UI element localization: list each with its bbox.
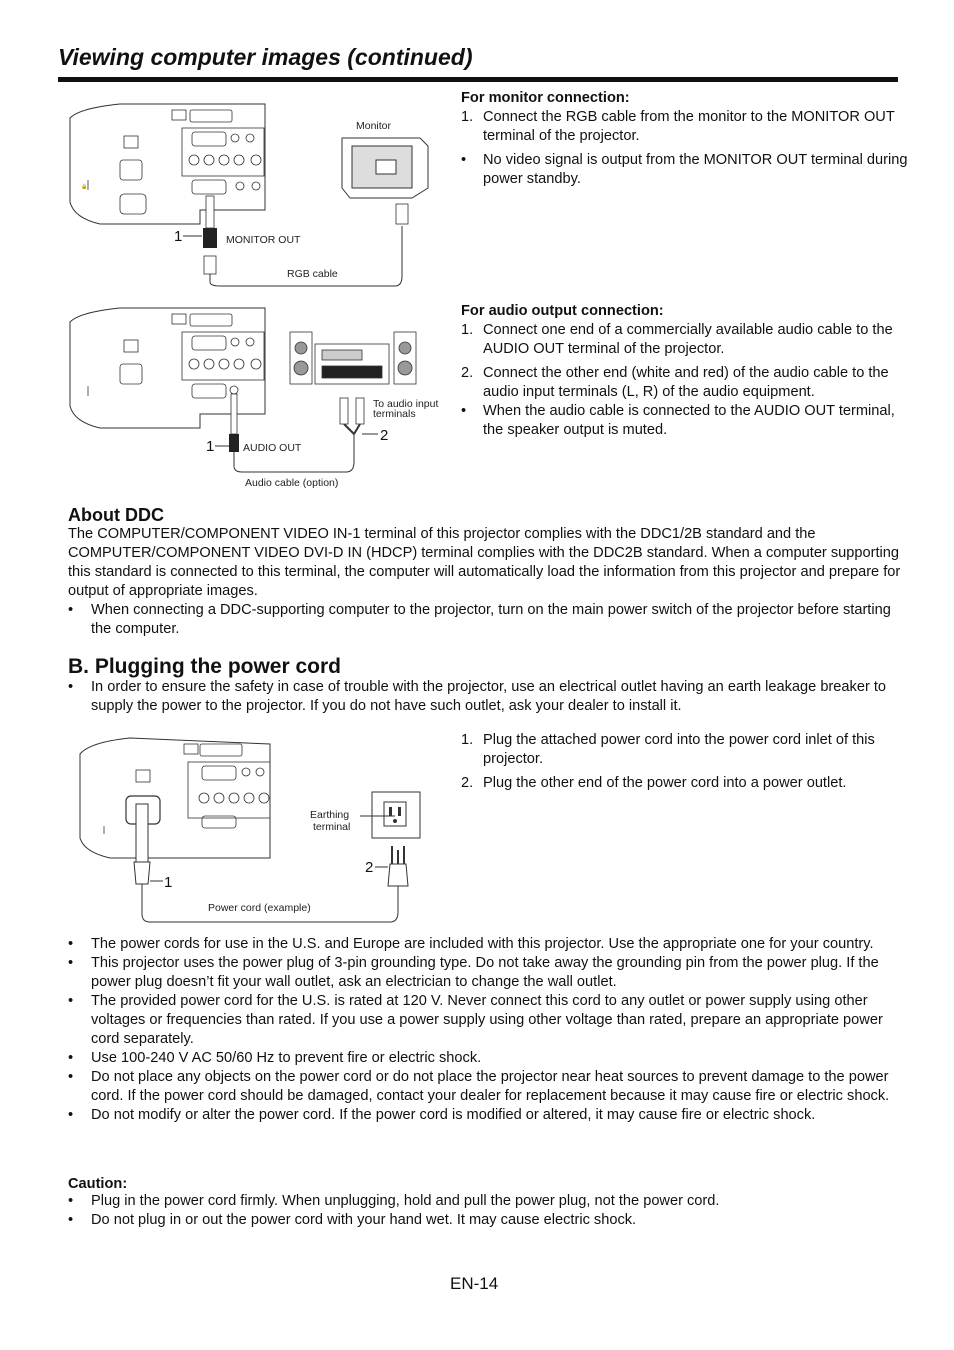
note-bullet: • Do not modify or alter the power cord. If the power cord is modified or altered, it may cause fire or electric shock.: [68, 1107, 816, 1123]
power-cord-intro: [68, 678, 904, 716]
page-title: Viewing computer images (continued): [58, 44, 473, 70]
lock-icon: 🔒: [81, 184, 88, 190]
about-ddc-body: [68, 525, 904, 639]
power-cord-diagram: [70, 734, 460, 928]
callout-2: 2: [365, 859, 374, 876]
projector-terminals: [88, 110, 264, 214]
page-number: EN-14: [450, 1274, 499, 1293]
monitor-connection-text: [461, 90, 911, 194]
monitor-bullet-1: • No video signal is output from the MONITOR OUT terminal during power standby.: [461, 152, 908, 187]
power-cord-steps: [461, 731, 911, 798]
note-bullet: • The power cords for use in the U.S. and Europe are included with this projector. Use the appropriate one for your country.: [68, 936, 874, 952]
audio-input-label-line1: To audio input: [373, 398, 439, 410]
earthing-label-line2: terminal: [313, 821, 351, 833]
monitor-connection-diagram: [60, 98, 450, 288]
caution-heading: Caution:: [68, 1176, 128, 1192]
projector-terminals: [88, 314, 264, 398]
monitor-out-label: MONITOR OUT: [226, 234, 301, 246]
caution-block: [68, 1176, 904, 1230]
audio-input-label-line2: terminals: [373, 408, 416, 420]
callout-1: 1: [174, 228, 183, 245]
audio-step-1: 1. Connect one end of a commercially available audio cable to the AUDIO OUT terminal of the projector.: [461, 322, 893, 357]
power-cord-step-1: 1. Plug the attached power cord into the power cord inlet of this projector.: [461, 732, 875, 767]
callout-1: 1: [206, 438, 215, 455]
audio-connection-text: [461, 303, 911, 445]
audio-out-plug: [229, 434, 239, 452]
about-ddc-heading: About DDC: [68, 505, 164, 525]
audio-step-2: 2. Connect the other end (white and red) of the audio cable to the audio input terminals (L, R) of the audio equipment.: [461, 365, 889, 400]
callout-2: 2: [380, 427, 389, 444]
power-cord-step-2: 2. Plug the other end of the power cord into a power outlet.: [461, 775, 847, 791]
title-divider: [58, 77, 898, 82]
audio-out-label: AUDIO OUT: [243, 442, 302, 454]
rgb-cable-label: RGB cable: [287, 268, 338, 280]
audio-bullet-1: • When the audio cable is connected to the AUDIO OUT terminal, the speaker output is muted.: [461, 403, 895, 438]
caution-bullet: • Do not plug in or out the power cord with your hand wet. It may cause electric shock.: [68, 1212, 637, 1228]
power-cord-notes: [68, 935, 904, 1125]
power-cord-label: Power cord (example): [208, 902, 311, 914]
audio-connection-diagram: [60, 300, 460, 492]
note-bullet: • Use 100-240 V AC 50/60 Hz to prevent fire or electric shock.: [68, 1050, 482, 1066]
monitor-out-connector: [203, 228, 217, 248]
monitor-icon: [342, 138, 428, 198]
earthing-label-line1: Earthing: [310, 809, 350, 821]
wall-plug: [388, 864, 408, 886]
monitor-step-1: 1. Connect the RGB cable from the monitor to the MONITOR OUT terminal of the projector.: [461, 109, 895, 144]
note-bullet: • Do not place any objects on the power cord or do not place the projector near heat sources to prevent damage to the power cord. If the power cord should be damaged, contact your dealer for replacement because it may cause fire or electric shock.: [68, 1069, 890, 1104]
note-bullet: • This projector uses the power plug of 3-pin grounding type. Do not take away the grounding pin from the power plug. If the power plug doesn’t fit your wall outlet, ask an electrician to change the wall outlet.: [68, 955, 879, 990]
audio-equipment-icon: [290, 332, 416, 384]
callout-1: 1: [164, 874, 173, 891]
audio-heading: For audio output connection:: [461, 303, 664, 319]
monitor-label: Monitor: [356, 120, 392, 132]
about-ddc-paragraph: The COMPUTER/COMPONENT VIDEO IN-1 terminal of this projector complies with the DDC1/2B standard and the COMPUTER/COMPONENT VIDEO DVI-D IN (HDCP) terminal complies with the DDC2B standard. When a computer supporting this standard is connected to this terminal, the computer will automatically load the information from this projector and prepare for output of appropriate images.: [68, 526, 901, 599]
caution-bullet: • Plug in the power cord firmly. When unplugging, hold and pull the power plug, not the power cord.: [68, 1193, 720, 1209]
about-ddc-bullet-1: • When connecting a DDC-supporting computer to the projector, turn on the main power switch of the projector before starting the computer.: [68, 602, 891, 637]
power-cord-heading: B. Plugging the power cord: [68, 655, 341, 678]
note-bullet: • The provided power cord for the U.S. is rated at 120 V. Never connect this cord to any outlet or power supply using other voltages or frequencies than rated. If you use a power supply using other voltage than rated, prepare an appropriate power cord separately.: [68, 993, 883, 1047]
power-cord-intro-bullet: • In order to ensure the safety in case of trouble with the projector, use an electrical outlet having an earth leakage breaker to supply the power to the projector. If you do not have such outlet, ask your dealer to install it.: [68, 679, 887, 714]
audio-cable-label: Audio cable (option): [245, 477, 339, 489]
monitor-heading: For monitor connection:: [461, 90, 630, 106]
